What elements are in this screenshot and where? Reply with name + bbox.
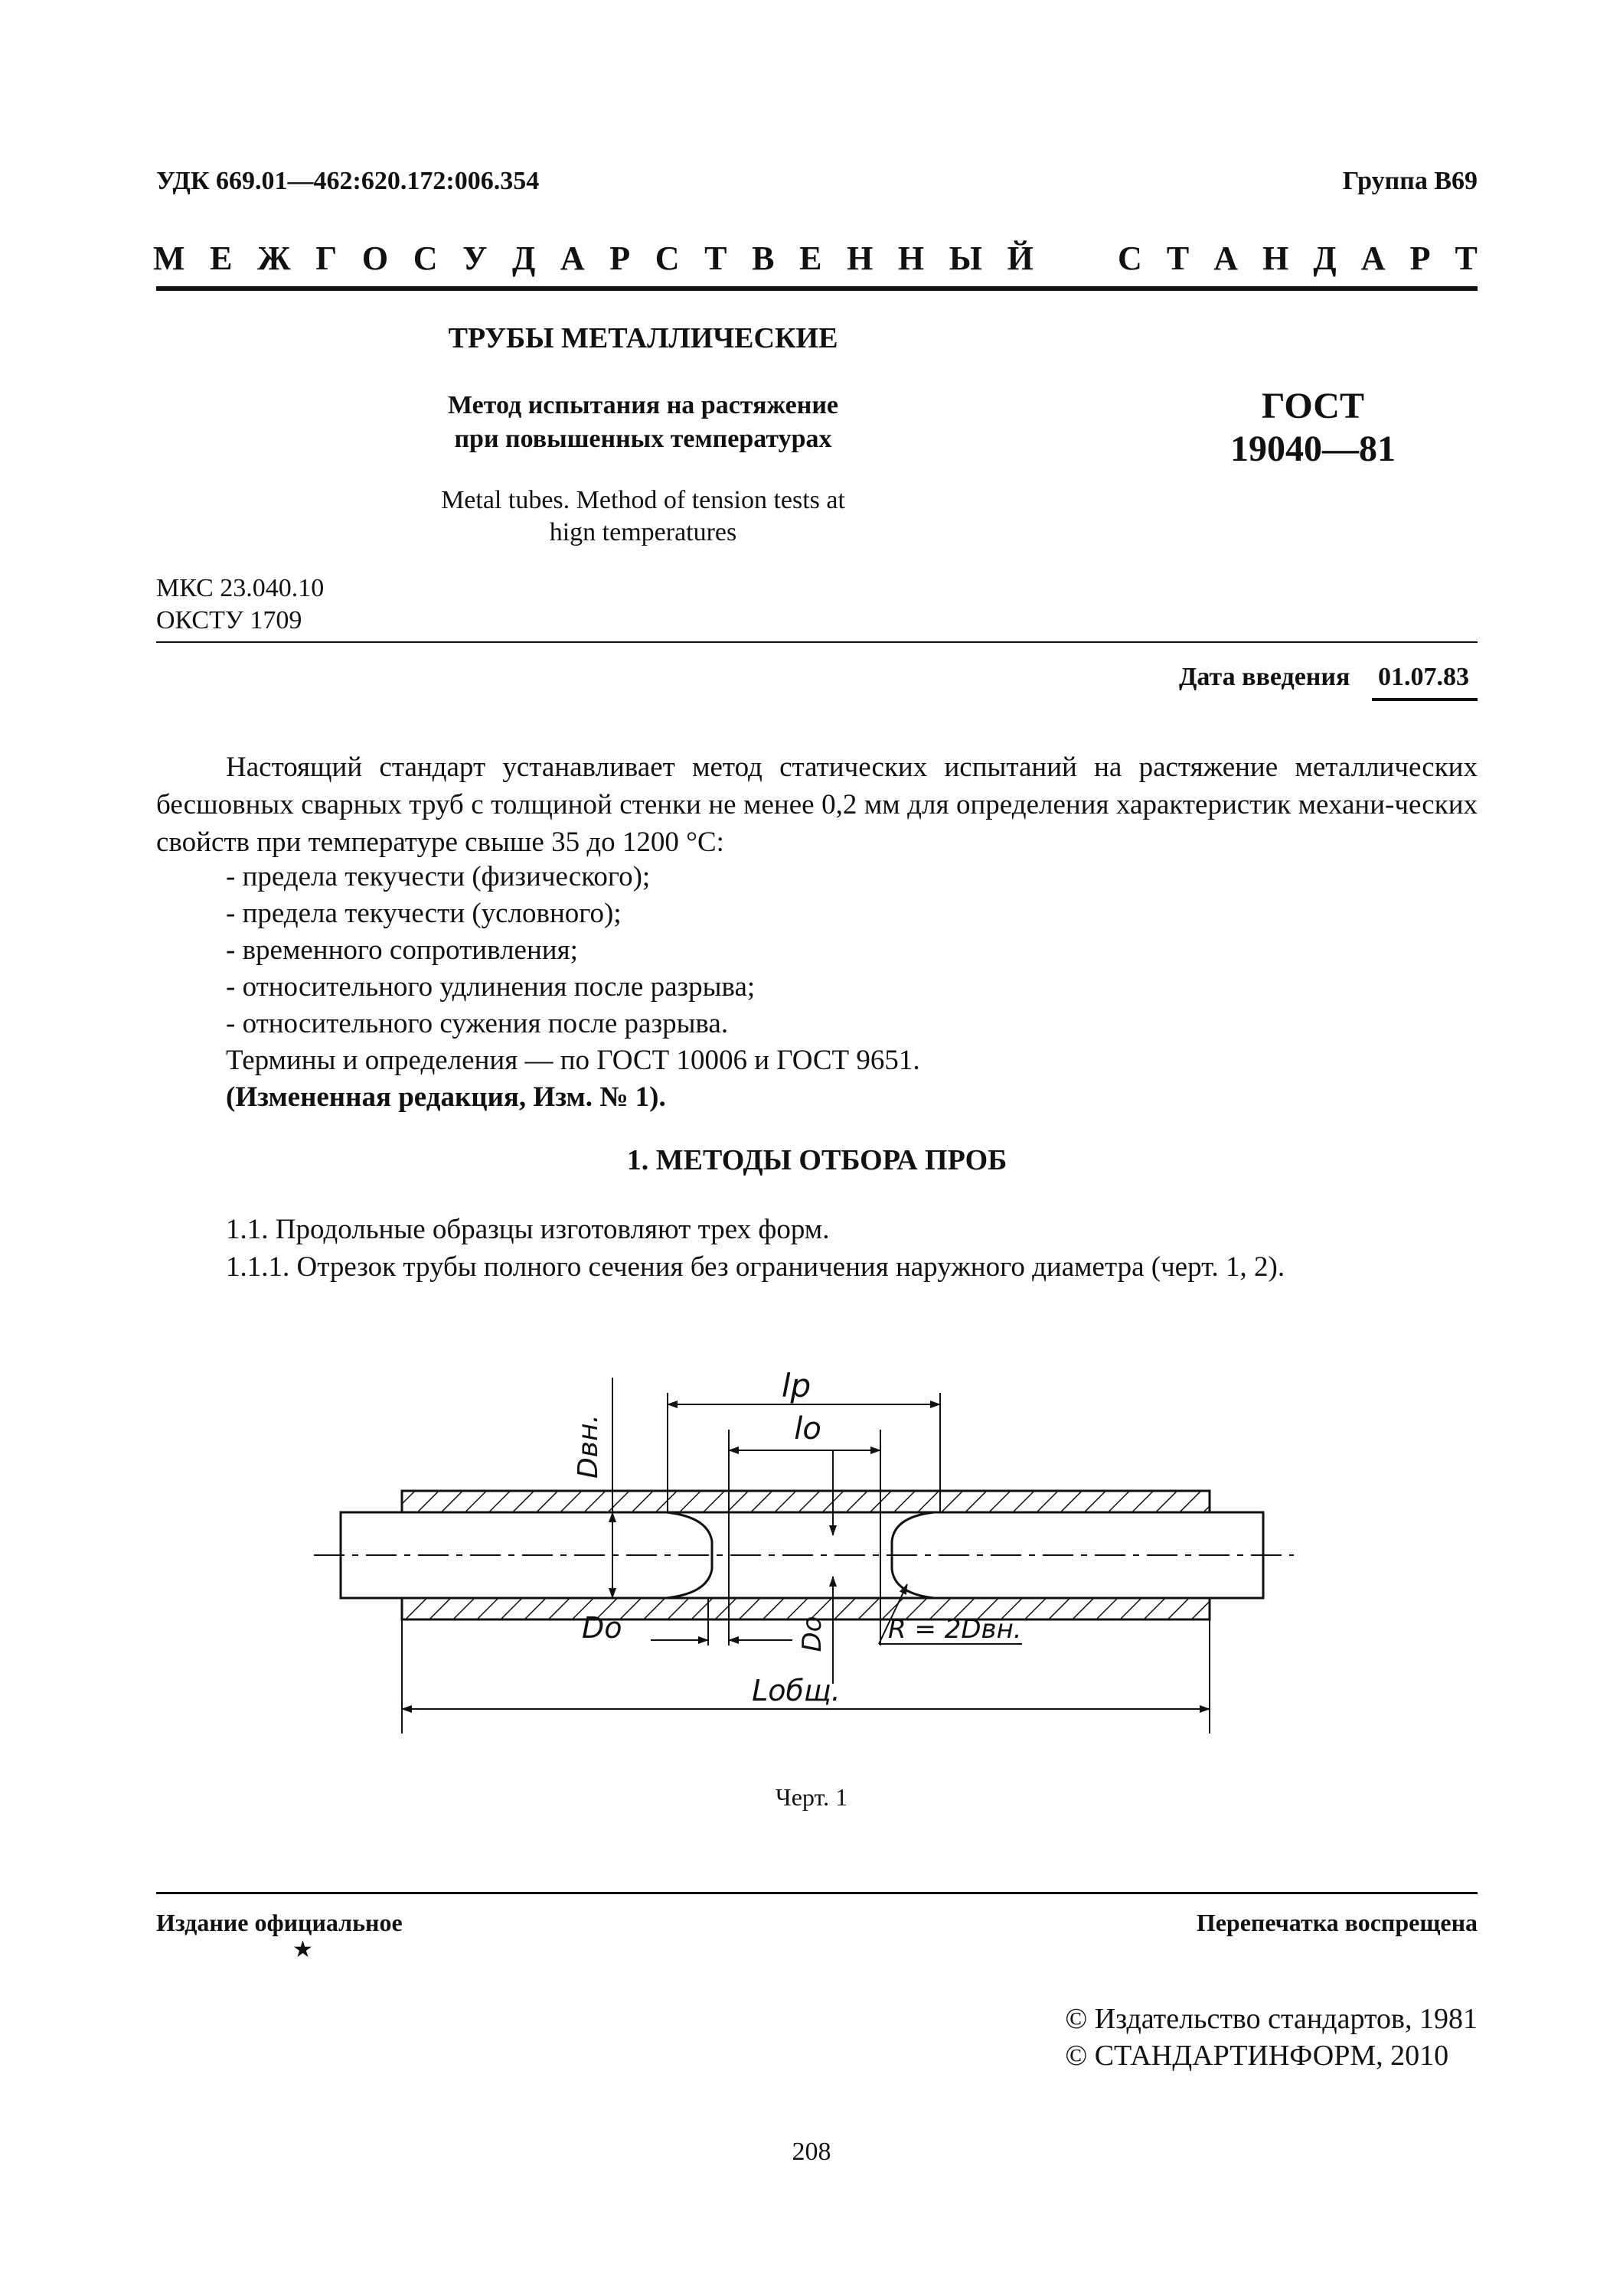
word1-letter: С [655, 240, 680, 277]
copyright-line-1: © Издательство стандартов, 1981 [1065, 2003, 1478, 2035]
word1-letter: У [462, 240, 488, 277]
list-item: - относительного сужения после разрыва. [226, 1008, 729, 1039]
word2-letter: Т [1166, 240, 1190, 277]
word2-letter: Т [1455, 240, 1478, 277]
word1-letter: Е [210, 240, 233, 277]
label-do-vertical: Do [797, 1616, 828, 1652]
english-title-line-2: hign temperatures [549, 518, 737, 546]
word1-letter: М [153, 240, 185, 277]
section-heading: 1. МЕТОДЫ ОТБОРА ПРОБ [626, 1144, 1007, 1176]
label-lo: lo [794, 1411, 821, 1446]
word1-letter: Ж [257, 240, 291, 277]
list-item: - временного сопротивления; [226, 934, 578, 966]
label-radius: R = 2Dвн. [888, 1614, 1022, 1645]
word2-letter: Н [1262, 240, 1289, 277]
udk-code: УДК 669.01—462:620.172:006.354 [156, 167, 540, 195]
word2-letter: Д [1313, 240, 1337, 277]
word1-letter: Ы [949, 240, 982, 277]
terms-reference: Термины и определения — по ГОСТ 10006 и ГОСТ 9651. [226, 1045, 920, 1076]
word1-letter: О [361, 240, 389, 277]
word1-letter: Е [799, 240, 822, 277]
word2-letter: Р [1409, 240, 1431, 277]
word2-letter: А [1213, 240, 1239, 277]
copyright-block [1065, 2001, 1478, 2074]
word1-letter: Н [847, 240, 874, 277]
intro-paragraph: Настоящий стандарт устанавливает метод статических испытаний на растяжение металлических бесшовных сварных труб с толщиной стенки не менее 0,2 мм для определения характеристик механи-ческих свойств при температуре свыше 35 до 1200 °С: [156, 752, 1478, 858]
word1-letter: Р [609, 240, 631, 277]
mks-code: МКС 23.040.10 [156, 574, 325, 602]
intro-date-label: Дата введения [1179, 663, 1350, 691]
list-item: - относительного удлинения после разрыва; [226, 971, 756, 1003]
amendment-note: (Измененная редакция, Изм. № 1). [226, 1081, 666, 1113]
word1-letter: Й [1007, 240, 1034, 277]
list-item: - предела текучести (физического); [226, 861, 651, 892]
group-code: Группа В69 [1342, 167, 1478, 195]
word1-letter: В [752, 240, 775, 277]
okstu-code: ОКСТУ 1709 [156, 606, 302, 634]
star-icon: ★ [292, 1937, 313, 1962]
word1-letter: Д [511, 240, 536, 277]
official-edition: Издание официальное [156, 1909, 403, 1936]
page-number: 208 [792, 2138, 831, 2166]
copyright-line-2: © СТАНДАРТИНФОРМ, 2010 [1065, 2040, 1449, 2072]
document-title: ТРУБЫ МЕТАЛЛИЧЕСКИЕ [448, 322, 838, 354]
subtitle-line-2: при повышенных температурах [454, 425, 832, 453]
tube-wall-top [402, 1491, 1210, 1512]
word1-letter: Г [315, 240, 338, 277]
clause-1-1: 1.1. Продольные образцы изготовляют трех форм. [226, 1214, 830, 1245]
list-item: - предела текучести (условного); [226, 898, 622, 929]
label-do-left: Do [582, 1611, 622, 1645]
clause-1-1-1: 1.1.1. Отрезок трубы полного сечения без ограничения наружного диаметра (черт. 1, 2). [226, 1251, 1285, 1283]
label-lp: lp [781, 1367, 812, 1404]
word1-letter: Н [897, 240, 925, 277]
word1-letter: Т [704, 240, 727, 277]
figure-caption: Черт. 1 [775, 1783, 848, 1811]
word1-letter: С [413, 240, 438, 277]
subtitle-line-1: Метод испытания на растяжение [447, 391, 839, 419]
label-dvn: Dвн. [573, 1414, 604, 1479]
gost-number: 19040—81 [1230, 429, 1396, 469]
word2-letter: А [1360, 240, 1386, 277]
gost-label: ГОСТ [1262, 386, 1364, 426]
word1-letter: А [560, 240, 585, 277]
label-l-total: Lобщ. [752, 1674, 841, 1707]
word2-letter: С [1118, 240, 1142, 277]
english-title-line-1: Metal tubes. Method of tension tests at [441, 486, 845, 514]
footer-rule [156, 1892, 1478, 1894]
reprint-notice: Перепечатка воспрещена [1196, 1909, 1478, 1936]
intro-date-value: 01.07.83 [1378, 663, 1469, 691]
